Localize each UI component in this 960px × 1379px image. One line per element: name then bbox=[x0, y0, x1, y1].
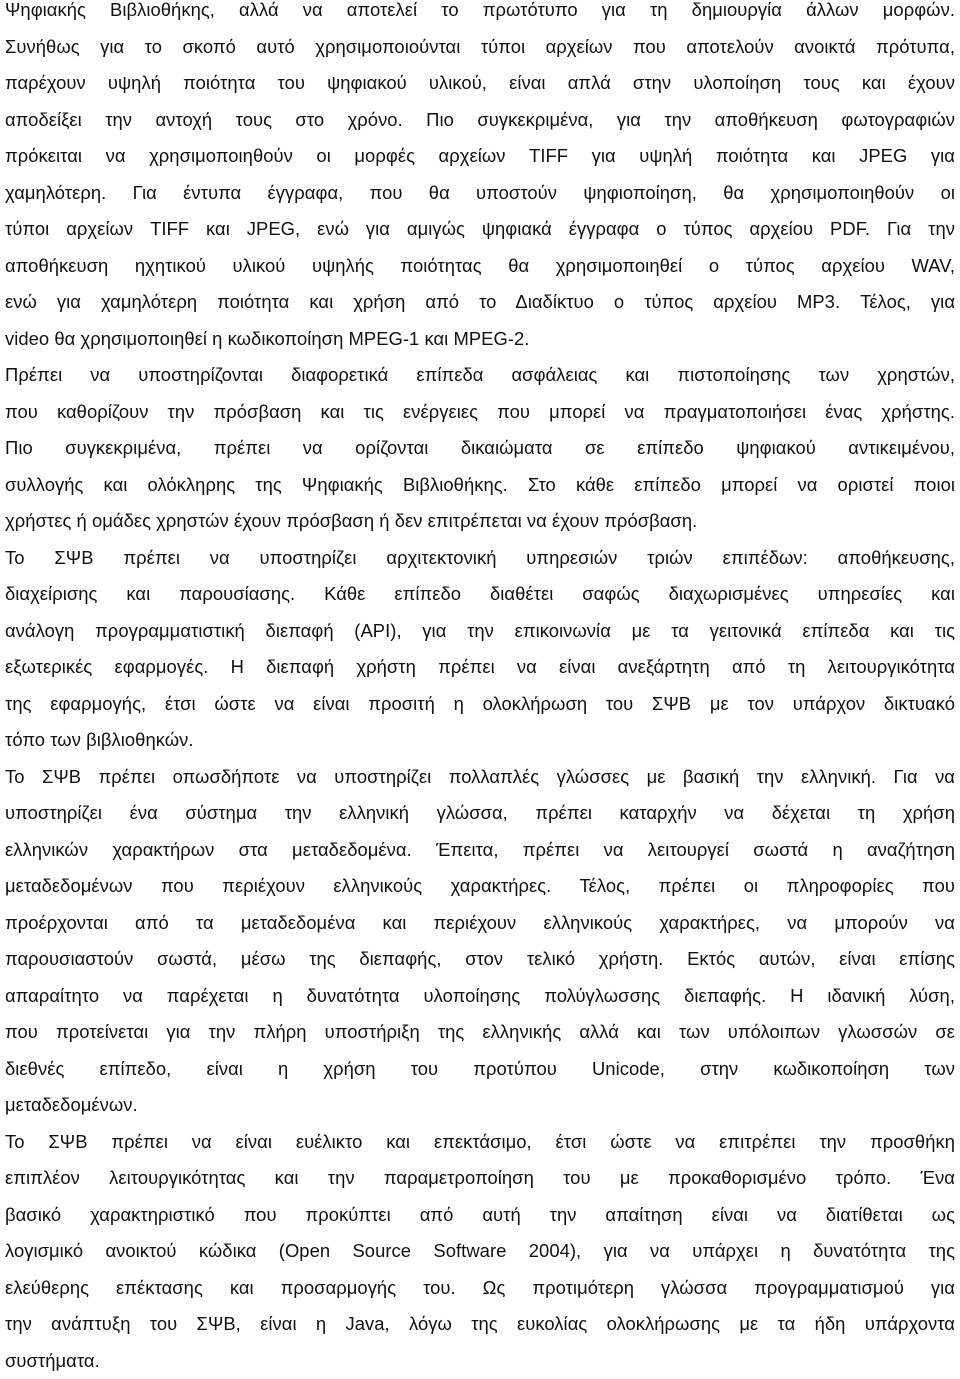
text-line: Το ΣΨΒ πρέπει οπωσδήποτε να υποστηρίζει πολλαπλές γλώσσες με βασική την ελληνική. Για να bbox=[5, 759, 955, 796]
text-line: παρουσιαστούν σωστά, μέσω της διεπαφής, στον τελικό χρήστη. Εκτός αυτών, είναι επίσης bbox=[5, 941, 955, 978]
text-line: ανάλογη προγραμματιστική διεπαφή (API), για την επικοινωνία με τα γειτονικά επίπεδα και τις bbox=[5, 613, 955, 650]
text-line: αποδείξει την αντοχή τους στο χρόνο. Πιο συγκεκριμένα, για την αποθήκευση φωτογραφιών bbox=[5, 102, 955, 139]
text-line: που προτείνεται για την πλήρη υποστήριξη της ελληνικής αλλά και των υπόλοιπων γλωσσών σε bbox=[5, 1014, 955, 1051]
text-line: βασικό χαρακτηριστικό που προκύπτει από αυτή την απαίτηση είναι να διατίθεται ως bbox=[5, 1197, 955, 1234]
text-line: απαραίτητο να παρέχεται η δυνατότητα υλοποίησης πολύγλωσσης διεπαφής. Η ιδανική λύση, bbox=[5, 978, 955, 1015]
paragraph-languages bbox=[5, 759, 955, 1124]
text-line: την ανάπτυξη του ΣΨΒ, είναι η Java, λόγω της ευκολίας ολοκλήρωσης με τα ήδη υπάρχοντα bbox=[5, 1306, 955, 1343]
text-line: χρήστες ή ομάδες χρηστών έχουν πρόσβαση ή δεν επιτρέπεται να έχουν πρόσβαση. bbox=[5, 503, 955, 540]
text-line: λογισμικό ανοικτού κώδικα (Open Source Software 2004), για να υπάρχει η δυνατότητα της bbox=[5, 1233, 955, 1270]
text-line: τόπο των βιβλιοθηκών. bbox=[5, 722, 955, 759]
document-page bbox=[5, 0, 955, 1379]
text-line: μεταδεδομένων. bbox=[5, 1087, 955, 1124]
text-line: παρέχουν υψηλή ποιότητα του ψηφιακού υλικού, είναι απλά στην υλοποίηση τους και έχουν bbox=[5, 65, 955, 102]
text-line: εξωτερικές εφαρμογές. Η διεπαφή χρήστη πρέπει να είναι ανεξάρτητη από τη λειτουργικότητα bbox=[5, 649, 955, 686]
text-line: της εφαρμογής, έτσι ώστε να είναι προσιτή η ολοκλήρωση του ΣΨΒ με τον υπάρχον δικτυακό bbox=[5, 686, 955, 723]
text-line: ελληνικών χαρακτήρων στα μεταδεδομένα. Έπειτα, πρέπει να λειτουργεί σωστά η αναζήτηση bbox=[5, 832, 955, 869]
paragraph-file-formats bbox=[5, 0, 955, 357]
text-line: Συνήθως για το σκοπό αυτό χρησιμοποιούνται τύποι αρχείων που αποτελούν ανοικτά πρότυπα, bbox=[5, 29, 955, 66]
text-line: συλλογής και ολόκληρης της Ψηφιακής Βιβλιοθήκης. Στο κάθε επίπεδο μπορεί να οριστεί ποιοι bbox=[5, 467, 955, 504]
text-line: Πρέπει να υποστηρίζονται διαφορετικά επίπεδα ασφάλειας και πιστοποίησης των χρηστών, bbox=[5, 357, 955, 394]
paragraph-security bbox=[5, 357, 955, 540]
text-line: video θα χρησιμοποιηθεί η κωδικοποίηση MPEG-1 και MPEG-2. bbox=[5, 321, 955, 358]
text-line: Το ΣΨΒ πρέπει να υποστηρίζει αρχιτεκτονική υπηρεσιών τριών επιπέδων: αποθήκευσης, bbox=[5, 540, 955, 577]
text-line: Πιο συγκεκριμένα, πρέπει να ορίζονται δικαιώματα σε επίπεδο ψηφιακού αντικειμένου, bbox=[5, 430, 955, 467]
paragraph-architecture bbox=[5, 540, 955, 759]
text-line: χαμηλότερη. Για έντυπα έγγραφα, που θα υποστούν ψηφιοποίηση, θα χρησιμοποιηθούν οι bbox=[5, 175, 955, 212]
text-line: διαχείρισης και παρουσίασης. Κάθε επίπεδο διαθέτει σαφώς διαχωρισμένες υπηρεσίες και bbox=[5, 576, 955, 613]
text-line: ελεύθερης επέκτασης και προσαρμογής του. Ως προτιμότερη γλώσσα προγραμματισμού για bbox=[5, 1270, 955, 1307]
paragraph-extensibility bbox=[5, 1124, 955, 1379]
text-line: πρόκειται να χρησιμοποιηθούν οι μορφές αρχείων TIFF για υψηλή ποιότητα και JPEG για bbox=[5, 138, 955, 175]
text-line: υποστηρίζει ένα σύστημα την ελληνική γλώσσα, πρέπει καταρχήν να δέχεται τη χρήση bbox=[5, 795, 955, 832]
text-line: μεταδεδομένων που περιέχουν ελληνικούς χαρακτήρες. Τέλος, πρέπει οι πληροφορίες που bbox=[5, 868, 955, 905]
text-line: τύποι αρχείων TIFF και JPEG, ενώ για αμιγώς ψηφιακά έγγραφα ο τύπος αρχείου PDF. Για την bbox=[5, 211, 955, 248]
text-line: Το ΣΨΒ πρέπει να είναι ευέλικτο και επεκτάσιμο, έτσι ώστε να επιτρέπει την προσθήκη bbox=[5, 1124, 955, 1161]
text-line: διεθνές επίπεδο, είναι η χρήση του προτύπου Unicode, στην κωδικοποίηση των bbox=[5, 1051, 955, 1088]
text-line: που καθορίζουν την πρόσβαση και τις ενέργειες που μπορεί να πραγματοποιήσει ένας χρήστης. bbox=[5, 394, 955, 431]
text-line: ενώ για χαμηλότερη ποιότητα και χρήση από το Διαδίκτυο ο τύπος αρχείου MP3. Τέλος, για bbox=[5, 284, 955, 321]
text-line: αποθήκευση ηχητικού υλικού υψηλής ποιότητας θα χρησιμοποιηθεί ο τύπος αρχείου WAV, bbox=[5, 248, 955, 285]
text-line: συστήματα. bbox=[5, 1343, 955, 1379]
text-line: προέρχονται από τα μεταδεδομένα και περιέχουν ελληνικούς χαρακτήρες, να μπορούν να bbox=[5, 905, 955, 942]
text-line: επιπλέον λειτουργικότητας και την παραμετροποίηση του με προκαθορισμένο τρόπο. Ένα bbox=[5, 1160, 955, 1197]
text-line: Ψηφιακής Βιβλιοθήκης, αλλά να αποτελεί το πρωτότυπο για τη δημιουργία άλλων μορφών. bbox=[5, 0, 955, 29]
